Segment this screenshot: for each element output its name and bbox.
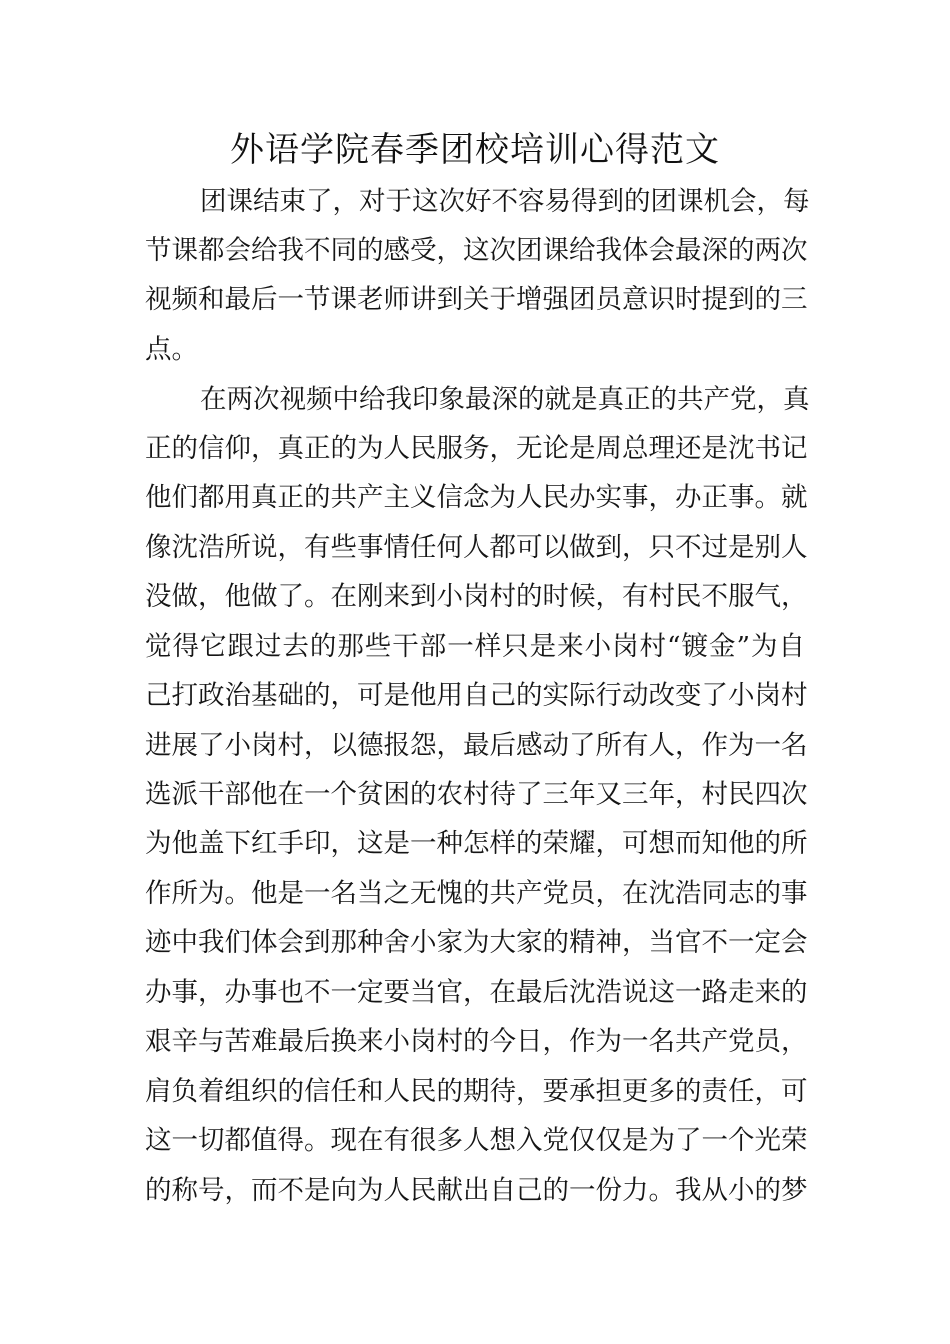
paragraph-line: 选派干部他在一个贫困的农村待了三年又三年，村民四次 [145,779,808,810]
paragraph-line: 的称号，而不是向为人民献出自己的一份力。我从小的梦 [145,1175,808,1206]
paragraph-line: 觉得它跟过去的那些干部一样只是来小岗村“镀金”为自 [145,631,805,662]
paragraph-line: 这一切都值得。现在有很多人想入党仅仅是为了一个光荣 [145,1125,808,1156]
paragraph-line: 进展了小岗村，以德报怨，最后感动了所有人，作为一名 [145,730,808,761]
paragraph-line: 己打政治基础的，可是他用自己的实际行动改变了小岗村 [145,680,808,711]
paragraph-line: 没做，他做了。在刚来到小岗村的时候，有村民不服气， [145,581,808,612]
paragraph-line: 在两次视频中给我印象最深的就是真正的共产党，真 [200,384,810,415]
paragraph-line: 点。 [145,334,198,365]
paragraph-line: 作所为。他是一名当之无愧的共产党员，在沈浩同志的事 [145,878,808,909]
paragraph-line: 艰辛与苦难最后换来小岗村的今日，作为一名共产党员， [145,1026,808,1057]
paragraph-line: 节课都会给我不同的感受，这次团课给我体会最深的两次 [145,235,808,266]
paragraph-line: 他们都用真正的共产主义信念为人民办实事，办正事。就 [145,482,808,513]
paragraph-line: 团课结束了，对于这次好不容易得到的团课机会，每 [200,186,810,217]
paragraph-line: 肩负着组织的信任和人民的期待，要承担更多的责任，可 [145,1076,808,1107]
paragraph-line: 办事，办事也不一定要当官，在最后沈浩说这一路走来的 [145,977,808,1008]
paragraph-line: 正的信仰，真正的为人民服务，无论是周总理还是沈书记 [145,433,808,464]
document-title: 外语学院春季团校培训心得范文 [230,130,720,170]
paragraph-line: 视频和最后一节课老师讲到关于增强团员意识时提到的三 [145,284,808,315]
paragraph-line: 迹中我们体会到那种舍小家为大家的精神，当官不一定会 [145,927,808,958]
paragraph-line: 为他盖下红手印，这是一种怎样的荣耀，可想而知他的所 [145,828,808,859]
paragraph-line: 像沈浩所说，有些事情任何人都可以做到，只不过是别人 [145,532,808,563]
